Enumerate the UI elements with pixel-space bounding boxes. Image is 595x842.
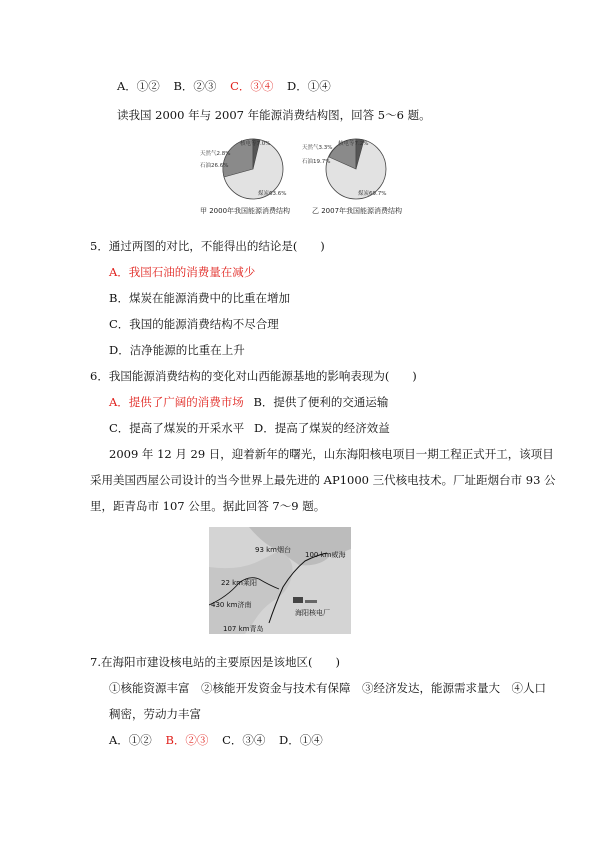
q6-option-c: C．提高了煤炭的开采水平: [109, 421, 245, 435]
pie-2007-label-1: 天然气3.3%: [302, 145, 333, 151]
q6-options-row1: [109, 395, 388, 409]
pie-right-caption: 乙 2007年我国能源消费结构: [312, 207, 403, 215]
map-label-qingdao: 107 km青岛: [223, 625, 264, 633]
q7-stem: 7.在海阳市建设核电站的主要原因是该地区( ): [90, 655, 340, 669]
q6-option-b: B．提供了便利的交通运输: [253, 395, 389, 409]
map-label-yantai: 93 km烟台: [255, 546, 292, 554]
haiyang-location-map: [209, 527, 351, 634]
nuclear-plant-marker: [293, 597, 303, 603]
q7-choices-line1: ①核能资源丰富 ②核能开发资金与技术有保障 ③经济发达，能源需求量大 ④人口: [109, 681, 546, 695]
map-label-laiyang: 22 km莱阳: [221, 579, 258, 587]
map-label-jinan: 430 km济南: [211, 601, 252, 609]
q6-option-a-answer: A．提供了广阔的消费市场: [109, 395, 244, 409]
q6-options-row2: [109, 421, 390, 435]
pie-left-caption: 甲 2000年我国能源消费结构: [200, 207, 291, 215]
intro-5-6: 读我国 2000 年与 2007 年能源消费结构图，回答 5～6 题。: [117, 108, 431, 122]
q4-options: [117, 79, 331, 93]
q7-option-b-answer: B．②③: [165, 733, 209, 747]
q5-option-b: B．煤炭在能源消费中的比重在增加: [109, 291, 290, 305]
passage-line-3: 里，距青岛市 107 公里。据此回答 7～9 题。: [90, 499, 326, 513]
q7-option-a: A．①②: [109, 733, 152, 747]
q7-choices-line2: 稠密，劳动力丰富: [109, 707, 201, 721]
q6-stem: 6．我国能源消费结构的变化对山西能源基地的影响表现为( ): [90, 369, 417, 383]
q5-option-d: D．洁净能源的比重在上升: [109, 343, 245, 357]
q4-option-b: B．②③: [173, 79, 217, 93]
q5-stem: 5．通过两图的对比，不能得出的结论是( ): [90, 239, 325, 253]
pie-2007-label-4: 煤炭69.7%: [358, 191, 387, 197]
pie-2007-label-2: 核电等7.2%: [338, 141, 369, 147]
q4-option-a: A．①②: [117, 79, 160, 93]
q6-option-d: D．提高了煤炭的经济效益: [253, 421, 390, 435]
pie-2007: [302, 139, 386, 199]
passage-line-1: 2009 年 12 月 29 日，迎着新年的曙光，山东海阳核电项目一期工程正式开工，该项目: [109, 447, 554, 461]
map-marker-2: [305, 600, 317, 603]
q4-option-c-answer: C．③④: [230, 79, 274, 93]
pie-2007-label-3: 石油19.7%: [302, 159, 331, 165]
passage-line-2: 采用美国西屋公司设计的当今世界上最先进的 AP1000 三代核电技术。厂址距烟台市 93 公: [90, 473, 556, 487]
q7-options: [109, 733, 323, 747]
pie-2000-label-4: 煤炭63.6%: [258, 191, 287, 197]
map-label-weihai: 100 km威海: [305, 551, 346, 559]
pie-2000-label-1: 天然气2.8%: [200, 151, 231, 157]
q4-option-d: D．①④: [287, 79, 331, 93]
energy-pie-figure: [198, 133, 418, 219]
pie-2000: [200, 139, 286, 199]
q7-option-d: D．①④: [279, 733, 323, 747]
map-label-haiyang-plant: 海阳核电厂: [295, 609, 330, 617]
q7-option-c: C．③④: [222, 733, 266, 747]
q5-option-c: C．我国的能源消费结构不尽合理: [109, 317, 279, 331]
pie-2000-label-3: 石油26.6%: [200, 163, 229, 169]
q5-option-a-answer: A．我国石油的消费量在减少: [109, 265, 256, 279]
pie-2000-label-2: 核电等7.0%: [240, 141, 271, 147]
